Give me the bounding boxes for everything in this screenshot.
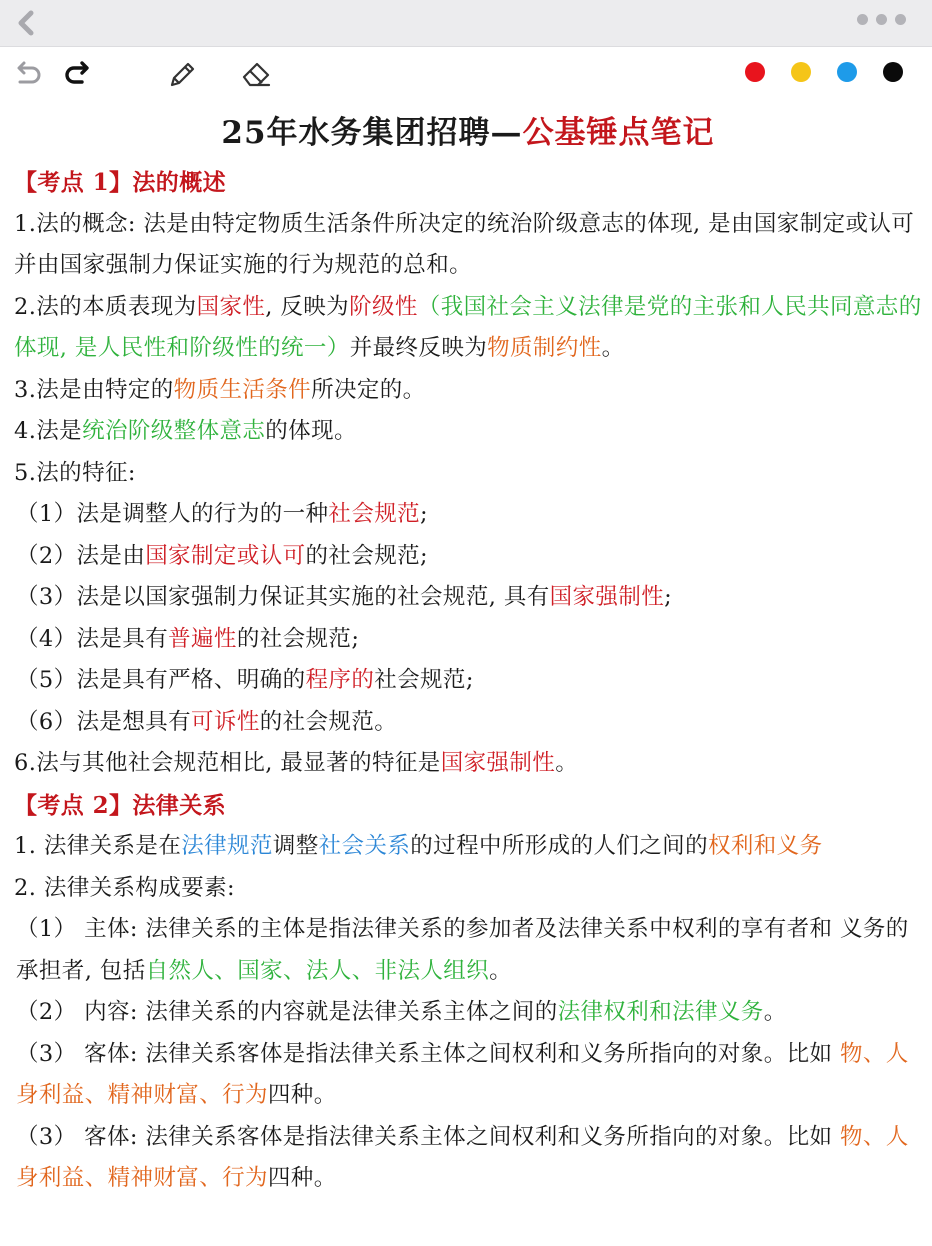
highlight: 物质制约性 — [487, 335, 602, 361]
highlight: 物、人身利益、精神财富、行为 — [16, 1040, 909, 1108]
highlight: 程序的 — [305, 667, 375, 693]
text: 。 — [489, 957, 513, 984]
section-heading-2: 【考点 2】法律关系 — [14, 791, 227, 819]
highlight: 国家性 — [196, 293, 266, 320]
text: 的社会规范; — [236, 625, 360, 652]
text: 调整 — [272, 833, 319, 859]
text: 1. 法律关系是在 — [14, 833, 182, 859]
highlight: 法律规范 — [181, 833, 273, 859]
element-item — [14, 1034, 922, 1117]
list-item — [14, 204, 922, 287]
highlight: 普遍性 — [168, 625, 237, 652]
text: , 反映为 — [265, 293, 350, 320]
list-item — [14, 868, 922, 910]
text: 6.法与其他社会规范相比, 最显著的特征是 — [14, 750, 441, 776]
color-swatch-blue[interactable] — [837, 62, 857, 82]
text: 。 — [763, 999, 787, 1025]
text: （1） 主体: 法律关系的主体是指法律关系的参加者及法律关系中权利的享有者和 义务的承担者, 包括 — [16, 916, 909, 984]
element-item — [14, 909, 922, 992]
list-item — [14, 826, 922, 868]
text: 1.法的概念: 法是由特定物质生活条件所决定的统治阶级意志的体现, 是由国家制定或认可并由国家强制力保证实施的行为规范的总和。 — [14, 210, 915, 278]
section-heading-1: 【考点 1】法的概述 — [14, 169, 227, 196]
feature-item — [14, 536, 922, 578]
dot-icon — [876, 14, 887, 25]
redo-button[interactable] — [60, 56, 96, 92]
text: 2.法的本质表现为 — [14, 293, 197, 320]
highlight: 社会规范 — [328, 501, 421, 527]
text: （3） 客体: 法律关系客体是指法律关系主体之间权利和义务所指向的对象。比如 — [16, 1123, 840, 1150]
text: 的体现。 — [265, 418, 357, 444]
pen-button[interactable] — [164, 56, 200, 92]
highlight: 物、人身利益、精神财富、行为 — [16, 1123, 909, 1191]
highlight: 国家制定或认可 — [145, 542, 306, 569]
list-item — [14, 370, 922, 412]
color-swatch-red[interactable] — [745, 62, 765, 82]
highlight: 社会关系 — [318, 833, 411, 859]
highlight: （我国社会主义法律是党的主张和人民共同意志的体现, 是人民性和阶级性的统一） — [14, 293, 922, 361]
text: （6）法是想具有 — [16, 708, 192, 735]
text: 并最终反映为 — [349, 335, 488, 361]
highlight: 国家强制性 — [549, 584, 665, 610]
text: （2） 内容: 法律关系的内容就是法律关系主体之间的 — [16, 999, 558, 1025]
feature-item — [14, 619, 922, 661]
highlight: 法律权利和法律义务 — [557, 999, 764, 1025]
text: 2. 法律关系构成要素: — [14, 874, 236, 901]
undo-icon — [10, 56, 46, 92]
feature-item — [14, 702, 922, 744]
text: （3） 客体: 法律关系客体是指法律关系主体之间权利和义务所指向的对象。比如 — [16, 1040, 840, 1067]
list-item — [14, 453, 922, 495]
text: 3.法是由特定的 — [14, 376, 174, 403]
text: 4.法是 — [14, 418, 83, 444]
note-document — [14, 108, 922, 1200]
more-options-button[interactable] — [857, 14, 906, 25]
text: 5.法的特征: — [14, 459, 136, 486]
text: （2）法是由 — [16, 542, 146, 569]
highlight: 权利和义务 — [707, 833, 823, 859]
feature-item — [14, 660, 922, 702]
eraser-button[interactable] — [238, 56, 274, 92]
text: 所决定的。 — [311, 376, 426, 403]
color-swatch-yellow[interactable] — [791, 62, 811, 82]
highlight: 自然人、国家、法人、非法人组织 — [145, 957, 490, 984]
title-accent: 公基锤点笔记 — [522, 115, 715, 151]
back-button[interactable] — [10, 7, 42, 39]
top-bar — [0, 0, 932, 47]
text: 的社会规范。 — [259, 708, 398, 735]
eraser-icon — [238, 56, 274, 92]
text: （4）法是具有 — [16, 625, 169, 652]
element-item — [14, 992, 922, 1034]
list-item — [14, 287, 922, 370]
list-item — [14, 411, 922, 453]
text: ; — [664, 584, 673, 610]
highlight: 物质生活条件 — [173, 376, 312, 403]
text: 四种。 — [267, 1165, 337, 1191]
text: 四种。 — [267, 1082, 337, 1108]
text: （3）法是以国家强制力保证其实施的社会规范, 具有 — [16, 584, 550, 610]
dot-icon — [857, 14, 868, 25]
feature-item — [14, 577, 922, 619]
text: 。 — [555, 750, 579, 776]
color-swatch-black[interactable] — [883, 62, 903, 82]
pencil-icon — [164, 56, 200, 92]
dot-icon — [895, 14, 906, 25]
page-title — [14, 108, 922, 158]
undo-button[interactable] — [10, 56, 46, 92]
text: 。 — [601, 335, 625, 361]
redo-icon — [60, 56, 96, 92]
element-item — [14, 1117, 922, 1200]
text: 的过程中所形成的人们之间的 — [410, 833, 708, 859]
text: ; — [420, 501, 429, 527]
highlight: 可诉性 — [191, 708, 260, 735]
highlight: 阶级性 — [349, 293, 418, 320]
chevron-left-icon — [10, 7, 42, 39]
text: 社会规范; — [374, 667, 474, 693]
text: 的社会规范; — [305, 542, 429, 569]
title-main: 25年水务集团招聘— — [221, 115, 523, 151]
list-item — [14, 743, 922, 785]
feature-item — [14, 494, 922, 536]
text: （5）法是具有严格、明确的 — [16, 667, 306, 693]
text: （1）法是调整人的行为的一种 — [16, 501, 329, 527]
highlight: 国家强制性 — [440, 750, 556, 776]
highlight: 统治阶级整体意志 — [82, 418, 266, 444]
